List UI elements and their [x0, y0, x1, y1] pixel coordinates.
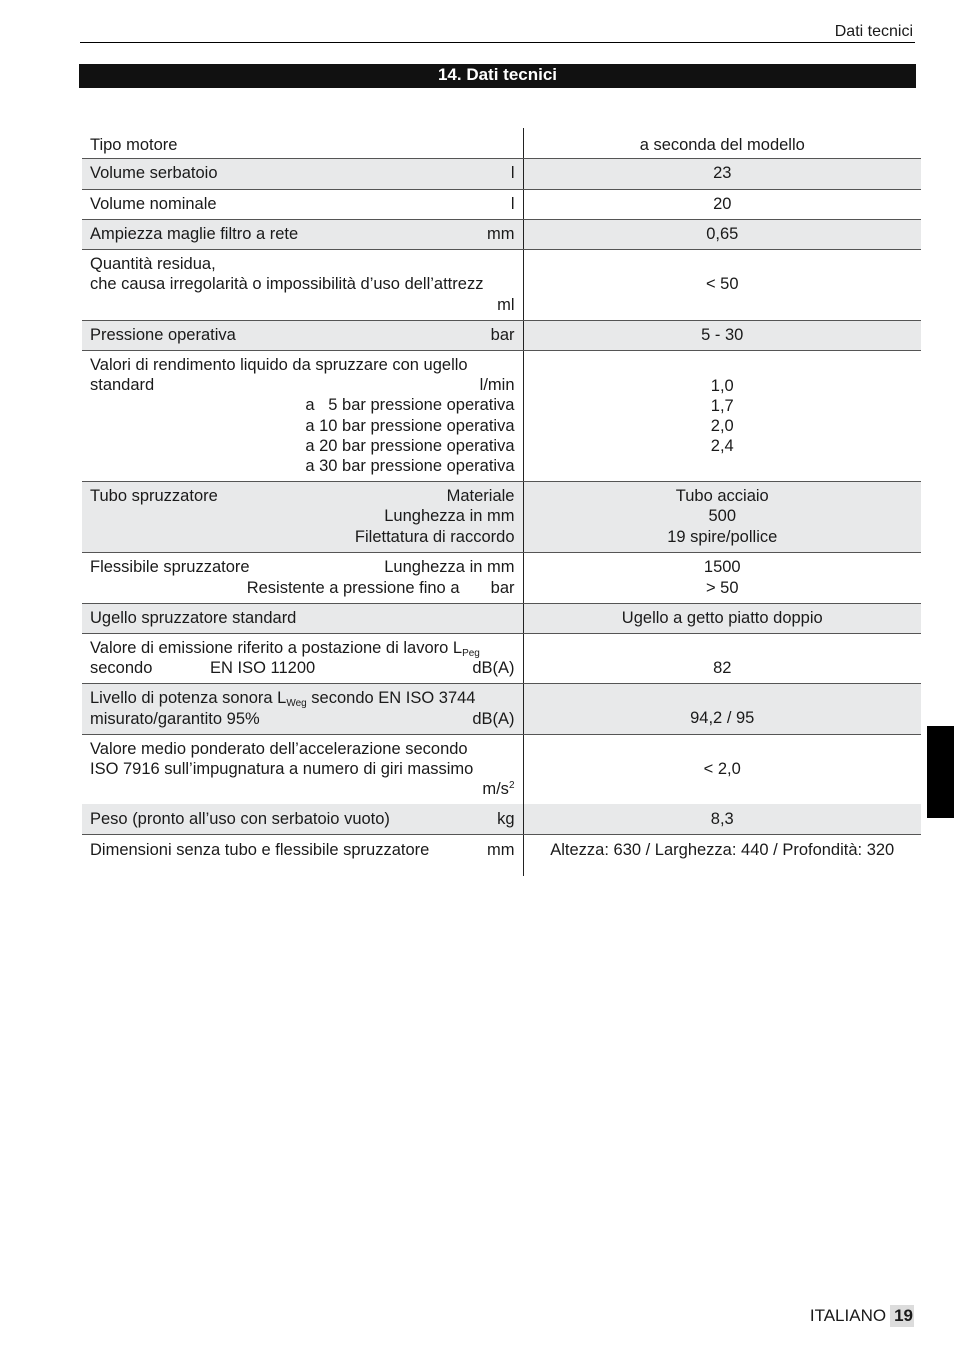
row-label: Tubo spruzzatore [90, 487, 218, 506]
row-label-line1: Valori di rendimento liquido da spruzzare con ugello [90, 355, 468, 374]
language-thumb-tab [927, 726, 954, 818]
row-label: Ugello spruzzatore standard [90, 608, 297, 627]
row-value: 1500 [703, 558, 741, 577]
row-subline: a 10 bar pressione operativa [305, 416, 515, 435]
row-value-cell [523, 350, 921, 481]
row-value-cell [523, 219, 921, 249]
row-label-cell [82, 804, 523, 834]
row-unit: l [510, 194, 515, 213]
row-value-cell [523, 320, 921, 350]
row-label: Pressione operativa [90, 325, 236, 344]
row-value: > 50 [705, 578, 739, 597]
row-label: Dimensioni senza tubo e flessibile spruzzatore [90, 840, 430, 859]
row-label-cell [82, 249, 523, 320]
row-unit: dB(A) [472, 659, 515, 677]
row-label-line1: Valore di emissione riferito a postazione di lavoro L [90, 638, 463, 657]
row-value: 500 [708, 507, 737, 526]
row-value: 8,3 [710, 809, 734, 828]
row-value: < 2,0 [703, 760, 741, 779]
row-value-cell [523, 734, 921, 804]
row-label-cell [82, 734, 523, 804]
row-label-line1b: secondo EN ISO 3744 [306, 689, 476, 708]
table-row [82, 683, 921, 734]
table-row [82, 350, 921, 481]
row-label-cell [82, 219, 523, 249]
row-label: Flessibile spruzzatore [90, 558, 250, 577]
table-row [82, 320, 921, 350]
table-row [82, 128, 921, 158]
row-value-cell [523, 189, 921, 219]
row-label-line1: Quantità residua, [90, 255, 216, 274]
row-value: 0,65 [706, 224, 739, 243]
row-unit: ml [497, 295, 515, 314]
row-unit: bar [490, 578, 515, 597]
technical-data-table [82, 128, 921, 876]
row-value: 1,0 [710, 376, 734, 395]
row-value: Tubo acciaio [675, 487, 769, 506]
table-row [82, 603, 921, 633]
row-unit: mm [487, 224, 515, 243]
row-label: Tipo motore [90, 136, 178, 155]
row-label-cell [82, 552, 523, 603]
row-label-line2: che causa irregolarità o impossibilità d’uso dell’attrezz [90, 275, 484, 294]
row-subline: a 30 bar pressione operativa [305, 457, 515, 476]
row-label-cell [82, 603, 523, 633]
row-sub: Materiale [446, 487, 515, 506]
page-number: 19 [890, 1305, 914, 1327]
row-unit: m/s [482, 780, 509, 799]
row-value: 94,2 / 95 [690, 709, 755, 728]
row-label-subscript: Weg [286, 698, 307, 710]
row-value: 20 [713, 194, 732, 213]
row-label: Ampiezza maglie filtro a rete [90, 224, 299, 243]
row-value-cell [523, 158, 921, 189]
row-value-cell [523, 633, 921, 683]
row-label-line2: misurato/garantito 95% [90, 709, 260, 728]
row-label: Volume serbatoio [90, 164, 218, 183]
row-unit-superscript: 2 [508, 780, 515, 792]
table-row [82, 481, 921, 552]
row-label-line1a: Livello di potenza sonora L [90, 689, 287, 708]
row-label: Peso (pronto all’uso con serbatoio vuoto) [90, 809, 390, 828]
section-title: 14. Dati tecnici [437, 65, 558, 84]
row-value: Ugello a getto piatto doppio [621, 608, 823, 627]
row-subline: a 20 bar pressione operativa [305, 436, 515, 455]
row-label-cell [82, 683, 523, 734]
row-label-cell [82, 350, 523, 481]
row-sub: Filettatura di raccordo [354, 527, 515, 546]
row-value: 2,4 [710, 437, 734, 456]
row-label: Volume nominale [90, 194, 217, 213]
row-value-cell [523, 804, 921, 834]
row-value: a seconda del modello [639, 136, 805, 155]
row-unit: bar [490, 325, 515, 344]
row-value-cell [523, 552, 921, 603]
row-label-cell [82, 633, 523, 683]
row-value: 2,0 [710, 417, 734, 436]
row-label-line1: Valore medio ponderato dell’accelerazione secondo [90, 739, 468, 758]
row-unit: kg [497, 809, 515, 828]
footer-language: ITALIANO [809, 1306, 887, 1325]
row-value-cell [523, 128, 921, 158]
table-row [82, 552, 921, 603]
table-row [82, 249, 921, 320]
row-subline: a 5 bar pressione operativa [305, 396, 515, 415]
row-value-cell [523, 603, 921, 633]
table-row [82, 633, 921, 683]
row-unit: mm [487, 840, 515, 859]
row-unit: l/min [479, 375, 515, 394]
row-value-cell [523, 481, 921, 552]
table-row [82, 834, 921, 876]
row-label-cell [82, 158, 523, 189]
running-header-title: Dati tecnici [834, 23, 913, 40]
row-unit: dB(A) [472, 709, 515, 728]
row-unit: l [510, 164, 515, 183]
page-footer [810, 1305, 914, 1327]
row-label-subscript: Peg [462, 647, 480, 659]
section-title-bar [79, 64, 916, 88]
row-value-cell [523, 834, 921, 876]
row-value: 23 [713, 164, 732, 183]
row-sub: Resistente a pressione fino a [246, 578, 460, 597]
row-value: 82 [713, 659, 732, 678]
table-row [82, 734, 921, 804]
table-row [82, 189, 921, 219]
row-value-cell [523, 683, 921, 734]
table-row [82, 219, 921, 249]
row-label-cell [82, 320, 523, 350]
row-label-line2: standard [90, 375, 155, 394]
row-value: 1,7 [710, 396, 734, 415]
row-value-cell [523, 249, 921, 320]
row-sub: Lunghezza in mm [384, 558, 515, 577]
row-sub: Lunghezza in mm [384, 507, 515, 526]
row-label-cell [82, 481, 523, 552]
row-value: < 50 [705, 275, 739, 294]
table-row [82, 804, 921, 834]
row-label-cell [82, 128, 523, 158]
row-label-line2a: secondo [90, 659, 153, 677]
row-value: Altezza: 630 / Larghezza: 440 / Profondità: 320 [550, 840, 895, 859]
row-label-cell [82, 834, 523, 876]
row-label-line2: ISO 7916 sull’impugnatura a numero di giri massimo [90, 760, 474, 779]
running-header [80, 22, 915, 43]
row-label-cell [82, 189, 523, 219]
table-row [82, 158, 921, 189]
row-label-line2b: EN ISO 11200 [210, 659, 316, 677]
row-value: 5 - 30 [701, 325, 744, 344]
row-value: 19 spire/pollice [667, 527, 778, 546]
